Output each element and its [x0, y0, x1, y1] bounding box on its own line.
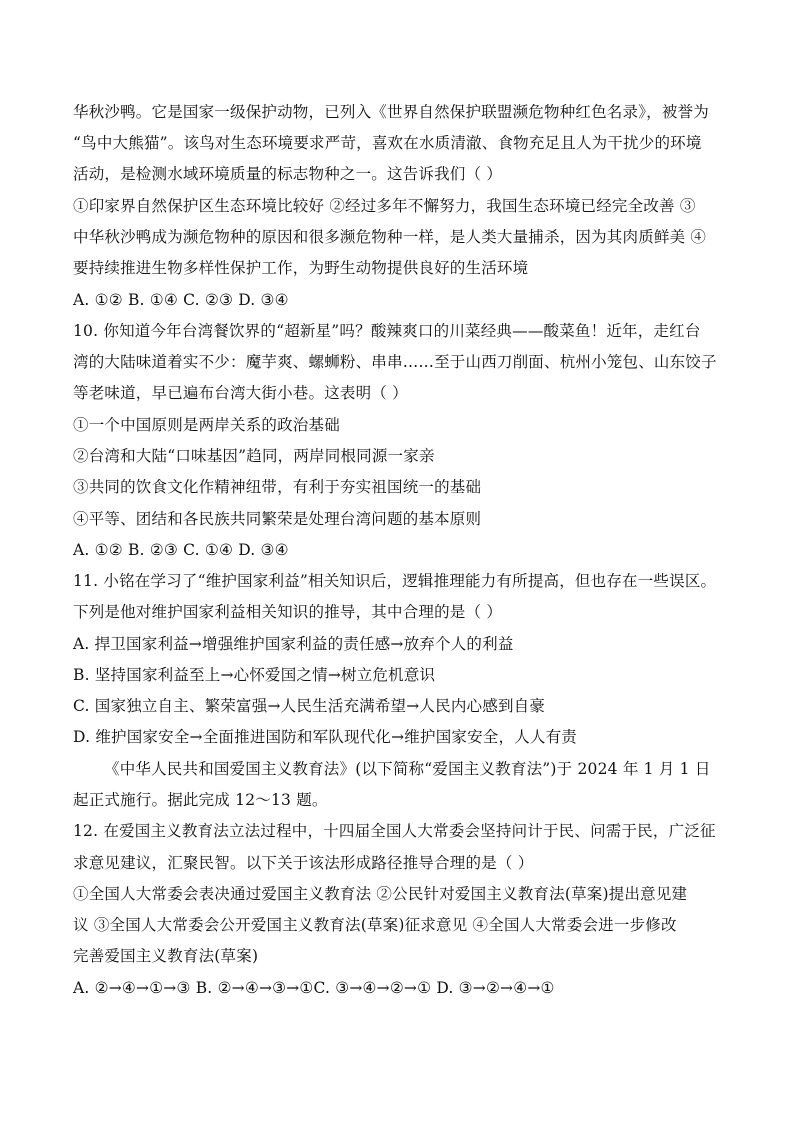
option-line: ①印家界自然保护区生态环境比较好 ②经过多年不懈努力，我国生态环境已经完全改善 ③	[73, 197, 696, 215]
text-line: 等老味道，早已遍布台湾大街小巷。这表明（ ）	[73, 384, 408, 402]
text-line: “鸟中大熊猫”。该鸟对生态环境要求严苛，喜欢在水质清澈、食物充足且人为干扰少的环境	[73, 134, 702, 152]
text-line: 活动，是检测水域环境质量的标志物种之一。这告诉我们（ ）	[73, 165, 503, 183]
question-11: 11. 小铭在学习了“维护国家利益”相关知识后，逻辑推理能力有所提高，但也存在一些误区。	[73, 572, 717, 590]
option-line: ②台湾和大陆“口味基因”趋同，两岸同根同源一家亲	[73, 447, 435, 465]
text-line: 求意见建议，汇聚民智。以下关于该法形成路径推导合理的是（ ）	[73, 854, 534, 872]
answer-choices: A. ①② B. ①④ C. ②③ D. ③④	[73, 291, 289, 309]
text-line: 起正式施行。据此完成 12～13 题。	[73, 791, 328, 809]
option-line: ③共同的饮食文化作精神纽带，有利于夯实祖国统一的基础	[73, 478, 482, 496]
option-line: A. 捍卫国家利益→增强维护国家利益的责任感→放弃个人的利益	[73, 635, 514, 653]
option-line: ④平等、团结和各民族共同繁荣是处理台湾问题的基本原则	[73, 510, 482, 528]
answer-choices: A. ①② B. ②③ C. ①④ D. ③④	[73, 541, 289, 559]
passage-intro: 《中华人民共和国爱国主义教育法》(以下简称“爱国主义教育法”)于 2024 年 1 月 1 日	[104, 760, 711, 778]
answer-choices: A. ②→④→①→③ B. ②→④→③→①C. ③→④→②→① D. ③→②→④→①	[73, 979, 555, 997]
option-line: 完善爱国主义教育法(草案)	[73, 947, 259, 965]
option-line: B. 坚持国家利益至上→心怀爱国之情→树立危机意识	[73, 666, 436, 684]
text-line: 华秋沙鸭。它是国家一级保护动物，已列入《世界自然保护联盟濒危物种红色名录》，被誉为	[73, 103, 709, 121]
option-line: D. 维护国家安全→全面推进国防和军队现代化→维护国家安全，人人有责	[73, 728, 578, 746]
option-line: C. 国家独立自主、繁荣富强→人民生活充满希望→人民内心感到自豪	[73, 697, 546, 715]
option-line: 中华秋沙鸭成为濒危物种的原因和很多濒危物种一样，是人类大量捕杀，因为其肉质鲜美 ④	[73, 228, 707, 246]
option-line: ①一个中国原则是两岸关系的政治基础	[73, 416, 340, 434]
text-line: 下列是他对维护国家利益相关知识的推导，其中合理的是（ ）	[73, 603, 503, 621]
question-10: 10. 你知道今年台湾餐饮界的“超新星”吗？酸辣爽口的川菜经典——酸菜鱼！近年，走红台	[73, 322, 701, 340]
question-12: 12. 在爱国主义教育法立法过程中，十四届全国人大常委会坚持问计于民、问需于民，广泛征	[73, 822, 716, 840]
option-line: ①全国人大常委会表决通过爱国主义教育法 ②公民针对爱国主义教育法(草案)提出意见建	[73, 885, 688, 903]
text-line: 湾的大陆味道着实不少：魔芋爽、螺蛳粉、串串……至于山西刀削面、杭州小笼包、山东饺子	[73, 353, 717, 371]
option-line: 要持续推进生物多样性保护工作，为野生动物提供良好的生活环境	[73, 259, 529, 277]
option-line: 议 ③全国人大常委会公开爱国主义教育法(草案)征求意见 ④全国人大常委会进一步修改	[73, 916, 677, 934]
